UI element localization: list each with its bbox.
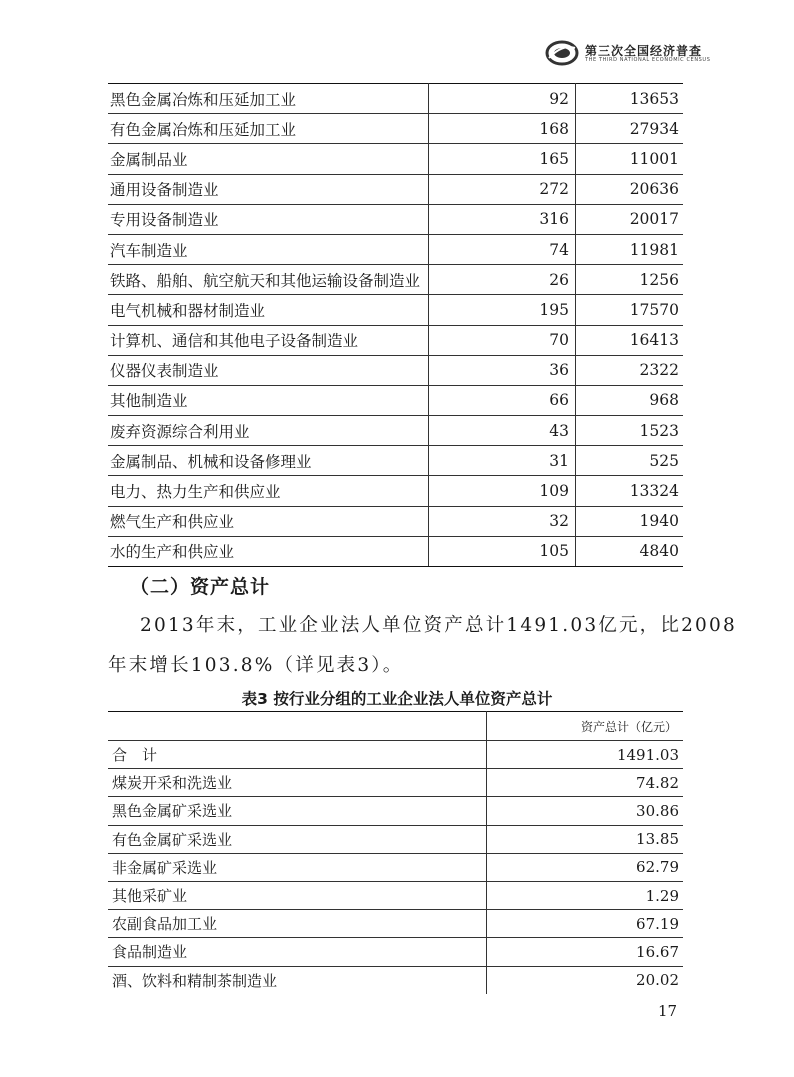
table-row <box>108 265 683 295</box>
industry-name-cell: 金属制品业 <box>108 144 429 174</box>
logo-chinese-text: 第三次全国经济普查 <box>585 44 703 58</box>
value-cell: 1256 <box>576 265 684 295</box>
industry-name-cell: 食品制造业 <box>108 938 487 966</box>
table-row <box>108 476 683 506</box>
table-row <box>108 355 683 385</box>
table-row <box>108 853 683 881</box>
industry-name-cell: 电气机械和器材制造业 <box>108 295 429 325</box>
industry-name-cell: 黑色金属矿采选业 <box>108 797 487 825</box>
assets-value-cell: 1.29 <box>487 881 684 909</box>
value-cell: 13324 <box>576 476 684 506</box>
table-row <box>108 825 683 853</box>
industry-name-cell: 仪器仪表制造业 <box>108 355 429 385</box>
count-cell: 32 <box>429 506 576 536</box>
value-cell: 2322 <box>576 355 684 385</box>
table-row <box>108 506 683 536</box>
value-cell: 16413 <box>576 325 684 355</box>
count-cell: 31 <box>429 446 576 476</box>
table-row <box>108 966 683 994</box>
table-row <box>108 416 683 446</box>
value-cell: 1940 <box>576 506 684 536</box>
industry-name-cell: 金属制品、机械和设备修理业 <box>108 446 429 476</box>
assets-value-cell: 16.67 <box>487 938 684 966</box>
industry-name-cell: 计算机、通信和其他电子设备制造业 <box>108 325 429 355</box>
industry-name-cell: 专用设备制造业 <box>108 204 429 234</box>
industry-name-cell: 合 计 <box>108 741 487 769</box>
assets-value-cell: 1491.03 <box>487 741 684 769</box>
value-cell: 20636 <box>576 174 684 204</box>
table-row <box>108 741 683 769</box>
industry-name-cell: 其他制造业 <box>108 385 429 415</box>
count-cell: 195 <box>429 295 576 325</box>
table-row <box>108 84 683 114</box>
industry-name-cell: 其他采矿业 <box>108 881 487 909</box>
industry-name-cell: 黑色金属冶炼和压延加工业 <box>108 84 429 114</box>
count-cell: 168 <box>429 114 576 144</box>
value-cell: 11001 <box>576 144 684 174</box>
industry-name-cell: 农副食品加工业 <box>108 910 487 938</box>
count-cell: 36 <box>429 355 576 385</box>
header-blank-cell <box>108 712 487 741</box>
table-row <box>108 938 683 966</box>
paragraph-line-1: 2013年末，工业企业法人单位资产总计1491.03亿元，比2008 <box>140 615 737 636</box>
assets-value-cell: 67.19 <box>487 910 684 938</box>
table-row <box>108 234 683 264</box>
value-cell: 27934 <box>576 114 684 144</box>
industry-name-cell: 铁路、船舶、航空航天和其他运输设备制造业 <box>108 265 429 295</box>
section-title: （二）资产总计 <box>130 576 271 598</box>
assets-value-cell: 30.86 <box>487 797 684 825</box>
value-cell: 17570 <box>576 295 684 325</box>
assets-value-cell: 74.82 <box>487 769 684 797</box>
industry-name-cell: 废弃资源综合利用业 <box>108 416 429 446</box>
industry-name-cell: 煤炭开采和洗选业 <box>108 769 487 797</box>
industry-name-cell: 汽车制造业 <box>108 234 429 264</box>
table-row <box>108 446 683 476</box>
value-cell: 525 <box>576 446 684 476</box>
industry-name-cell: 电力、热力生产和供应业 <box>108 476 429 506</box>
table-row <box>108 114 683 144</box>
table-row <box>108 536 683 566</box>
value-cell: 13653 <box>576 84 684 114</box>
industry-name-cell: 水的生产和供应业 <box>108 536 429 566</box>
count-cell: 66 <box>429 385 576 415</box>
census-logo <box>545 40 711 68</box>
value-cell: 11981 <box>576 234 684 264</box>
table-row <box>108 295 683 325</box>
industry-name-cell: 通用设备制造业 <box>108 174 429 204</box>
count-cell: 316 <box>429 204 576 234</box>
industry-name-cell: 有色金属冶炼和压延加工业 <box>108 114 429 144</box>
paragraph-line-2: 年末增长103.8%（详见表3）。 <box>108 655 404 676</box>
value-cell: 4840 <box>576 536 684 566</box>
table-row <box>108 797 683 825</box>
count-cell: 74 <box>429 234 576 264</box>
table-row <box>108 881 683 909</box>
count-cell: 26 <box>429 265 576 295</box>
header-assets-total: 资产总计（亿元） <box>487 712 684 741</box>
value-cell: 20017 <box>576 204 684 234</box>
industry-name-cell: 燃气生产和供应业 <box>108 506 429 536</box>
table-row <box>108 769 683 797</box>
page-number: 17 <box>658 1002 678 1020</box>
count-cell: 105 <box>429 536 576 566</box>
assets-table <box>108 711 683 994</box>
count-cell: 272 <box>429 174 576 204</box>
census-emblem-icon <box>545 40 579 66</box>
table-row <box>108 144 683 174</box>
industry-name-cell: 酒、饮料和精制茶制造业 <box>108 966 487 994</box>
table-row <box>108 385 683 415</box>
assets-value-cell: 62.79 <box>487 853 684 881</box>
count-cell: 70 <box>429 325 576 355</box>
assets-value-cell: 20.02 <box>636 971 679 990</box>
table-row <box>108 204 683 234</box>
table-header-row <box>108 712 683 741</box>
value-cell: 968 <box>576 385 684 415</box>
count-cell: 165 <box>429 144 576 174</box>
industry-name-cell: 非金属矿采选业 <box>108 853 487 881</box>
value-cell: 1523 <box>576 416 684 446</box>
industry-name-cell: 有色金属矿采选业 <box>108 825 487 853</box>
table3-caption: 表3 按行业分组的工业企业法人单位资产总计 <box>241 690 553 708</box>
logo-english-text: THE THIRD NATIONAL ECONOMIC CENSUS <box>585 57 711 63</box>
table-row <box>108 325 683 355</box>
industry-table-continued <box>108 83 683 567</box>
count-cell: 92 <box>429 84 576 114</box>
count-cell: 43 <box>429 416 576 446</box>
count-cell: 109 <box>429 476 576 506</box>
table-row <box>108 174 683 204</box>
assets-value-cell: 13.85 <box>487 825 684 853</box>
table-row <box>108 910 683 938</box>
